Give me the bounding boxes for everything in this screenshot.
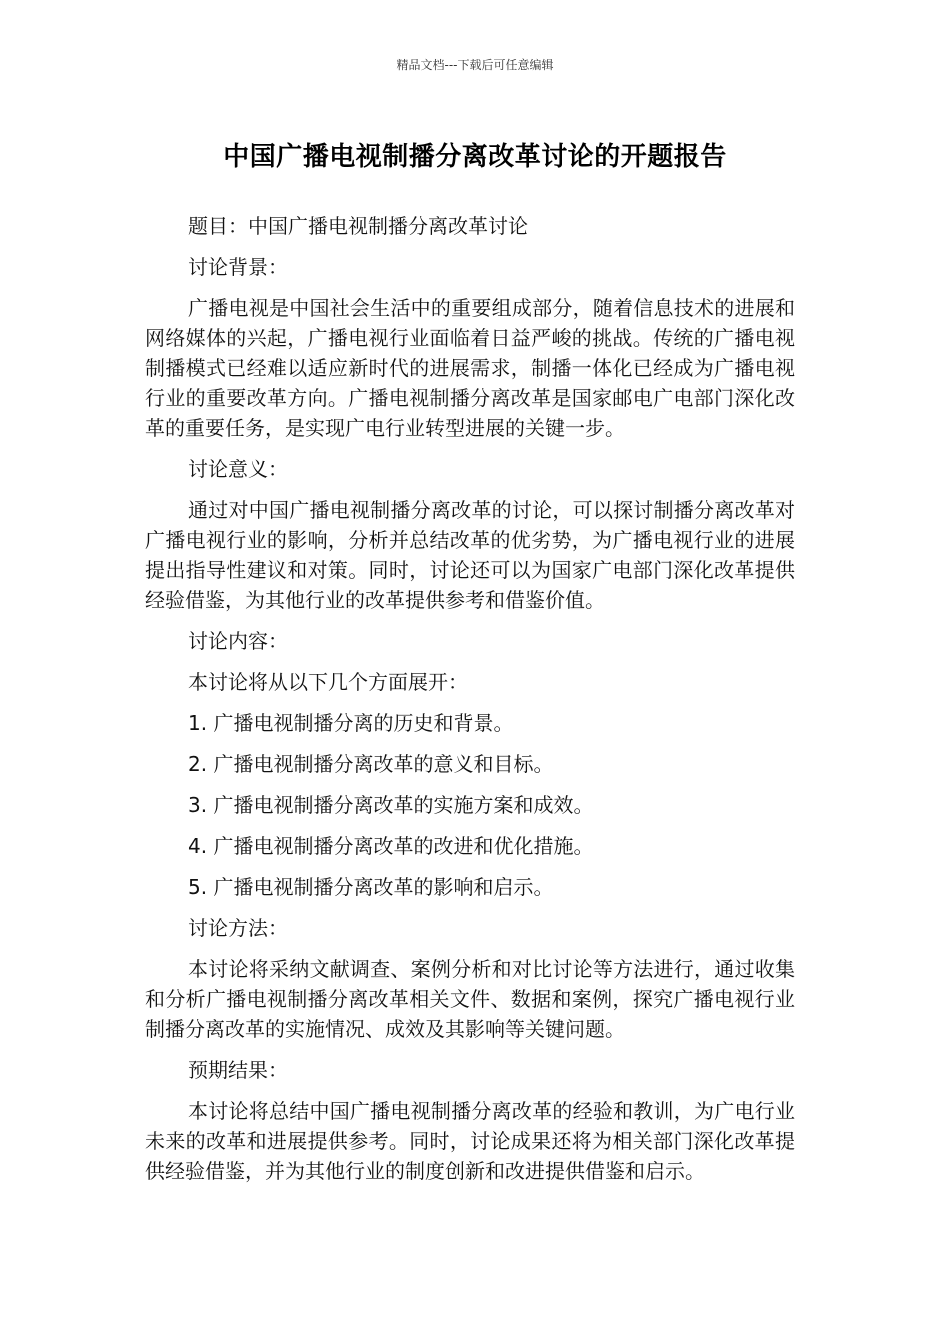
page-header: 精品文档---下载后可任意编辑 xyxy=(396,58,554,72)
section-heading-method: 讨论方法： xyxy=(188,916,288,940)
list-item: 4. 广播电视制播分离改革的改进和优化措施。 xyxy=(188,834,594,858)
paragraph-expected-results: 本讨论将总结中国广播电视制播分离改革的经验和教训，为广电行业未来的改革和进展提供参考。同时，讨论成果还将为相关部门深化改革提供经验借鉴，并为其他行业的制度创新和改进提供借鉴和启示。 xyxy=(145,1099,795,1183)
paragraph-method: 本讨论将采纳文献调查、案例分析和对比讨论等方法进行，通过收集和分析广播电视制播分离改革相关文件、数据和案例，探究广播电视行业制播分离改革的实施情况、成效及其影响等关键问题。 xyxy=(145,957,795,1041)
section-heading-expected-results: 预期结果： xyxy=(188,1058,288,1082)
paragraph-content-intro: 本讨论将从以下几个方面展开： xyxy=(188,670,468,694)
document-body xyxy=(145,211,795,1197)
content-list xyxy=(145,708,795,902)
paragraph-background: 广播电视是中国社会生活中的重要组成部分，随着信息技术的进展和网络媒体的兴起，广播电视行业面临着日益严峻的挑战。传统的广播电视制播模式已经难以适应新时代的进展需求，制播一体化已经成为广播电视行业的重要改革方向。广播电视制播分离改革是国家邮电广电部门深化改革的重要任务，是实现广电行业转型进展的关键一步。 xyxy=(145,296,795,440)
section-heading-background: 讨论背景： xyxy=(188,255,288,279)
topic-line: 题目：中国广播电视制播分离改革讨论 xyxy=(188,214,528,238)
paragraph-significance: 通过对中国广播电视制播分离改革的讨论，可以探讨制播分离改革对广播电视行业的影响，分析并总结改革的优劣势，为广播电视行业的进展提出指导性建议和对策。同时，讨论还可以为国家广电部门深化改革提供经验借鉴，为其他行业的改革提供参考和借鉴价值。 xyxy=(145,498,795,612)
list-item: 3. 广播电视制播分离改革的实施方案和成效。 xyxy=(188,793,594,817)
list-item: 2. 广播电视制播分离改革的意义和目标。 xyxy=(188,752,554,776)
list-item: 5. 广播电视制播分离改革的影响和启示。 xyxy=(188,875,554,899)
section-heading-significance: 讨论意义： xyxy=(188,457,288,481)
list-item: 1. 广播电视制播分离的历史和背景。 xyxy=(188,711,514,735)
document-title: 中国广播电视制播分离改革讨论的开题报告 xyxy=(223,142,727,172)
section-heading-content: 讨论内容： xyxy=(188,629,288,653)
